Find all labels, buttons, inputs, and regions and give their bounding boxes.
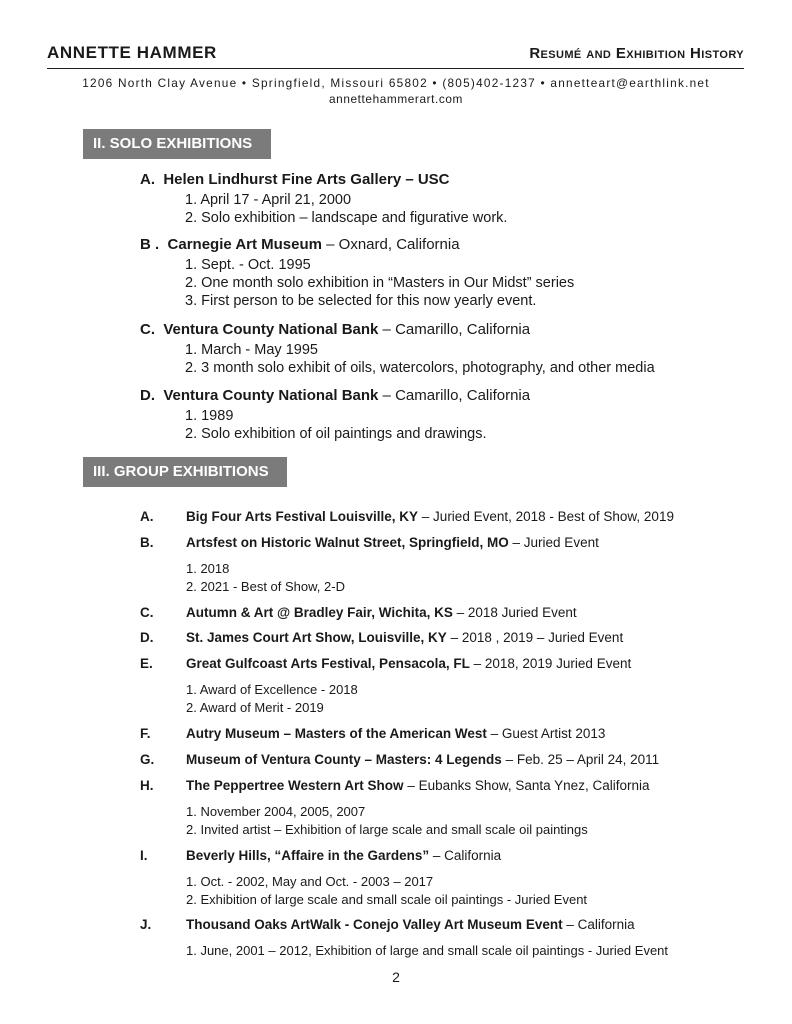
entry-detail: – Guest Artist 2013 [486,726,606,741]
entry-text [186,725,605,743]
entry-venue: Carnegie Art Museum [167,236,322,253]
entry-letter: G. [140,752,155,767]
header-rule [47,68,744,69]
list-item: 3. First person to be selected for this now yearly event. [185,293,537,309]
entry-detail: – 2018 , 2019 – Juried Event [446,630,624,645]
entry-letter: B. [140,535,154,550]
entry-letter: F. [140,726,151,741]
list-item: 2. Solo exhibition of oil paintings and drawings. [185,426,487,442]
list-item: 1. April 17 - April 21, 2000 [185,192,352,208]
solo-entry [140,321,740,377]
entry-text [186,655,631,673]
entry-venue: St. James Court Art Show, Louisville, KY [186,630,447,645]
list-item: 1. 2018 [186,561,230,576]
list-item: 1. 1989 [185,408,234,424]
document-title: Resumé and Exhibition History [529,45,744,62]
list-item: 2. Award of Merit - 2019 [186,700,324,715]
entry-venue: Great Gulfcoast Arts Festival, Pensacola, FL [186,656,470,671]
list-item: 1. Award of Excellence - 2018 [186,682,358,697]
entry-venue: Ventura County National Bank [163,321,379,338]
page-header [47,41,744,67]
entry-letter: I. [140,848,148,863]
entry-letter: C. [140,605,154,620]
solo-entry [140,171,740,227]
solo-entry [140,236,740,310]
contact-line: 1206 North Clay Avenue • Springfield, Missouri 65802 • (805)402-1237 • annetteart@earthlink.net [82,76,710,90]
entry-detail: – Juried Event [508,535,599,550]
list-item: 2. Solo exhibition – landscape and figurative work. [185,210,508,226]
entry-letter: D. [140,387,155,404]
entry-letter: H. [140,778,154,793]
solo-entry [140,387,740,443]
entry-text [186,916,635,934]
list-item: 1. November 2004, 2005, 2007 [186,804,366,819]
entry-venue: Thousand Oaks ArtWalk - Conejo Valley Art Museum Event [186,917,563,932]
list-item: 1. June, 2001 – 2012, Exhibition of large and small scale oil paintings - Juried Event [186,943,669,958]
entry-text [186,508,674,526]
entry-venue: Autry Museum – Masters of the American West [186,726,487,741]
list-item: 1. Oct. - 2002, May and Oct. - 2003 – 2017 [186,874,434,889]
list-item: 2. Invited artist – Exhibition of large scale and small scale oil paintings [186,822,588,837]
entry-text [186,777,649,795]
solo-entry-title [140,321,740,341]
entry-text [186,604,577,622]
entry-text [186,534,599,552]
entry-detail: – Feb. 25 – April 24, 2011 [501,752,660,767]
list-item: 2. Exhibition of large scale and small scale oil paintings - Juried Event [186,892,588,907]
list-item: 1. Sept. - Oct. 1995 [185,257,311,273]
entry-detail: – Camarillo, California [378,321,531,338]
entry-venue: Beverly Hills, “Affaire in the Gardens” [186,848,430,863]
entry-venue: Museum of Ventura County – Masters: 4 Legends [186,752,502,767]
solo-entry-title [140,387,740,407]
entry-letter: C. [140,321,155,338]
list-item: 2. 3 month solo exhibit of oils, watercolors, photography, and other media [185,360,655,376]
solo-entry-title [140,236,740,256]
entry-detail: – Juried Event, 2018 - Best of Show, 2019 [418,509,674,524]
entry-venue: Big Four Arts Festival Louisville, KY [186,509,419,524]
group-exhibitions-heading: III. GROUP EXHIBITIONS [83,457,287,487]
page-number: 2 [392,969,400,985]
entry-detail: – 2018 Juried Event [452,605,577,620]
entry-letter: A. [140,171,155,188]
entry-text [186,629,623,647]
entry-letter: J. [140,917,152,932]
artist-name: ANNETTE HAMMER [47,43,217,62]
entry-detail: – Camarillo, California [378,387,531,404]
entry-detail: – Oxnard, California [322,236,460,253]
entry-detail: – California [562,917,635,932]
solo-entry-title [140,171,740,191]
list-item: 1. March - May 1995 [185,342,318,358]
entry-text [186,847,501,865]
entry-detail: – California [429,848,502,863]
entry-letter: D. [140,630,154,645]
list-item: 2. 2021 - Best of Show, 2-D [186,579,345,594]
list-item: 2. One month solo exhibition in “Masters in Our Midst” series [185,275,575,291]
website-link[interactable]: annettehammerart.com [329,92,463,106]
solo-exhibitions-heading: II. SOLO EXHIBITIONS [83,129,271,159]
entry-venue: Ventura County National Bank [163,387,379,404]
entry-text [186,751,659,769]
entry-detail: – 2018, 2019 Juried Event [469,656,632,671]
entry-letter: B . [140,236,160,253]
entry-venue: Autumn & Art @ Bradley Fair, Wichita, KS [186,605,453,620]
entry-venue: Helen Lindhurst Fine Arts Gallery – USC [163,171,450,188]
entry-venue: The Peppertree Western Art Show [186,778,404,793]
entry-venue: Artsfest on Historic Walnut Street, Springfield, MO [186,535,509,550]
entry-letter: E. [140,656,153,671]
entry-letter: A. [140,509,154,524]
entry-detail: – Eubanks Show, Santa Ynez, California [403,778,650,793]
